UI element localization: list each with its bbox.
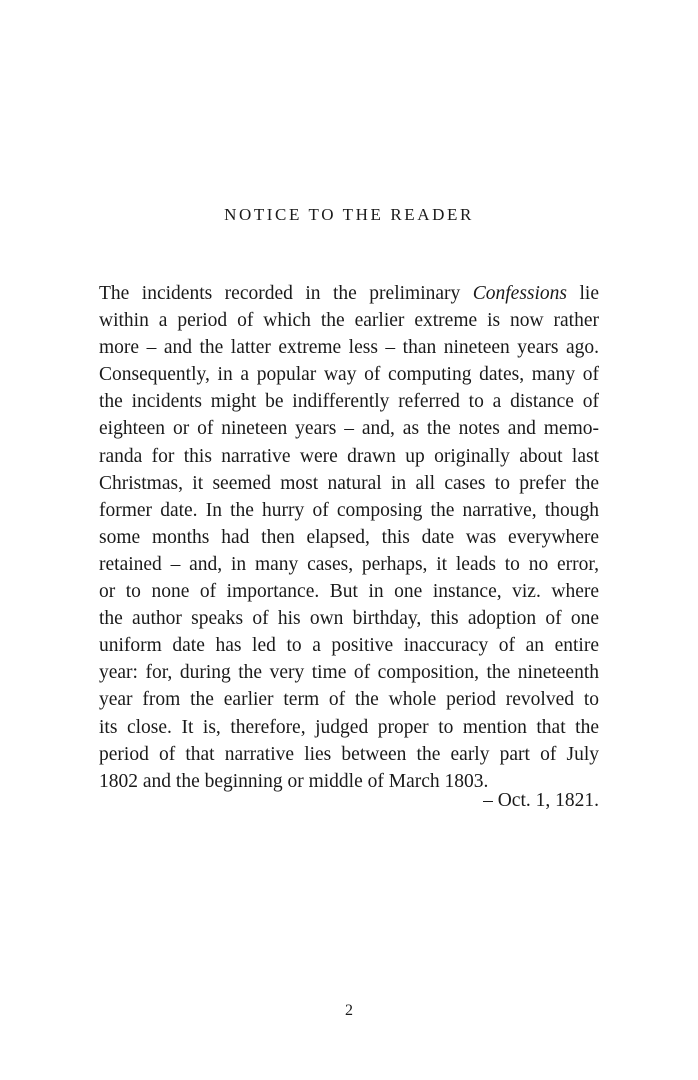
- paragraph-line: more – and the latter extreme less – than nineteen years ago.: [99, 337, 599, 359]
- paragraph-line: randa for this narrative were drawn up originally about last: [99, 445, 599, 467]
- confessions-title: Confessions: [472, 283, 568, 304]
- notice-title: NOTICE TO THE READER: [224, 205, 474, 224]
- paragraph-line: 1802 and the beginning or middle of March 1803.: [99, 770, 489, 792]
- page-number: 2: [345, 1002, 353, 1019]
- paragraph-line: period of that narrative lies between the early part of July: [99, 743, 599, 765]
- paragraph-line: within a period of which the earlier extreme is now rather: [99, 310, 599, 332]
- paragraph-line: Christmas, it seemed most natural in all cases to prefer the: [99, 472, 599, 494]
- paragraph-line: the incidents might be indifferently referred to a distance of: [99, 391, 599, 413]
- paragraph-line: [99, 280, 599, 307]
- paragraph-line: year from the earlier term of the whole period revolved to: [99, 689, 599, 711]
- paragraph-line: Consequently, in a popular way of computing dates, many of: [99, 364, 599, 386]
- paragraph-line: uniform date has led to a positive inaccuracy of an entire: [99, 635, 599, 657]
- paragraph-line: the author speaks of his own birthday, this adoption of one: [99, 608, 599, 630]
- paragraph-line: retained – and, in many cases, perhaps, it leads to no error,: [99, 553, 599, 575]
- line-text: lie: [567, 283, 599, 304]
- paragraph-line: eighteen or of nineteen years – and, as the notes and memo-: [99, 418, 599, 440]
- paragraph-line: former date. In the hurry of composing the narrative, though: [99, 499, 599, 521]
- date-signoff: – Oct. 1, 1821.: [483, 790, 599, 811]
- paragraph-line: year: for, during the very time of composition, the nineteenth: [99, 662, 599, 684]
- notice-paragraph: [99, 280, 599, 795]
- paragraph-line: or to none of importance. But in one instance, viz. where: [99, 581, 599, 603]
- paragraph-line: some months had then elapsed, this date was everywhere: [99, 526, 599, 548]
- paragraph-line: its close. It is, therefore, judged proper to mention that the: [99, 716, 599, 738]
- line-text: The incidents recorded in the preliminary: [99, 283, 473, 304]
